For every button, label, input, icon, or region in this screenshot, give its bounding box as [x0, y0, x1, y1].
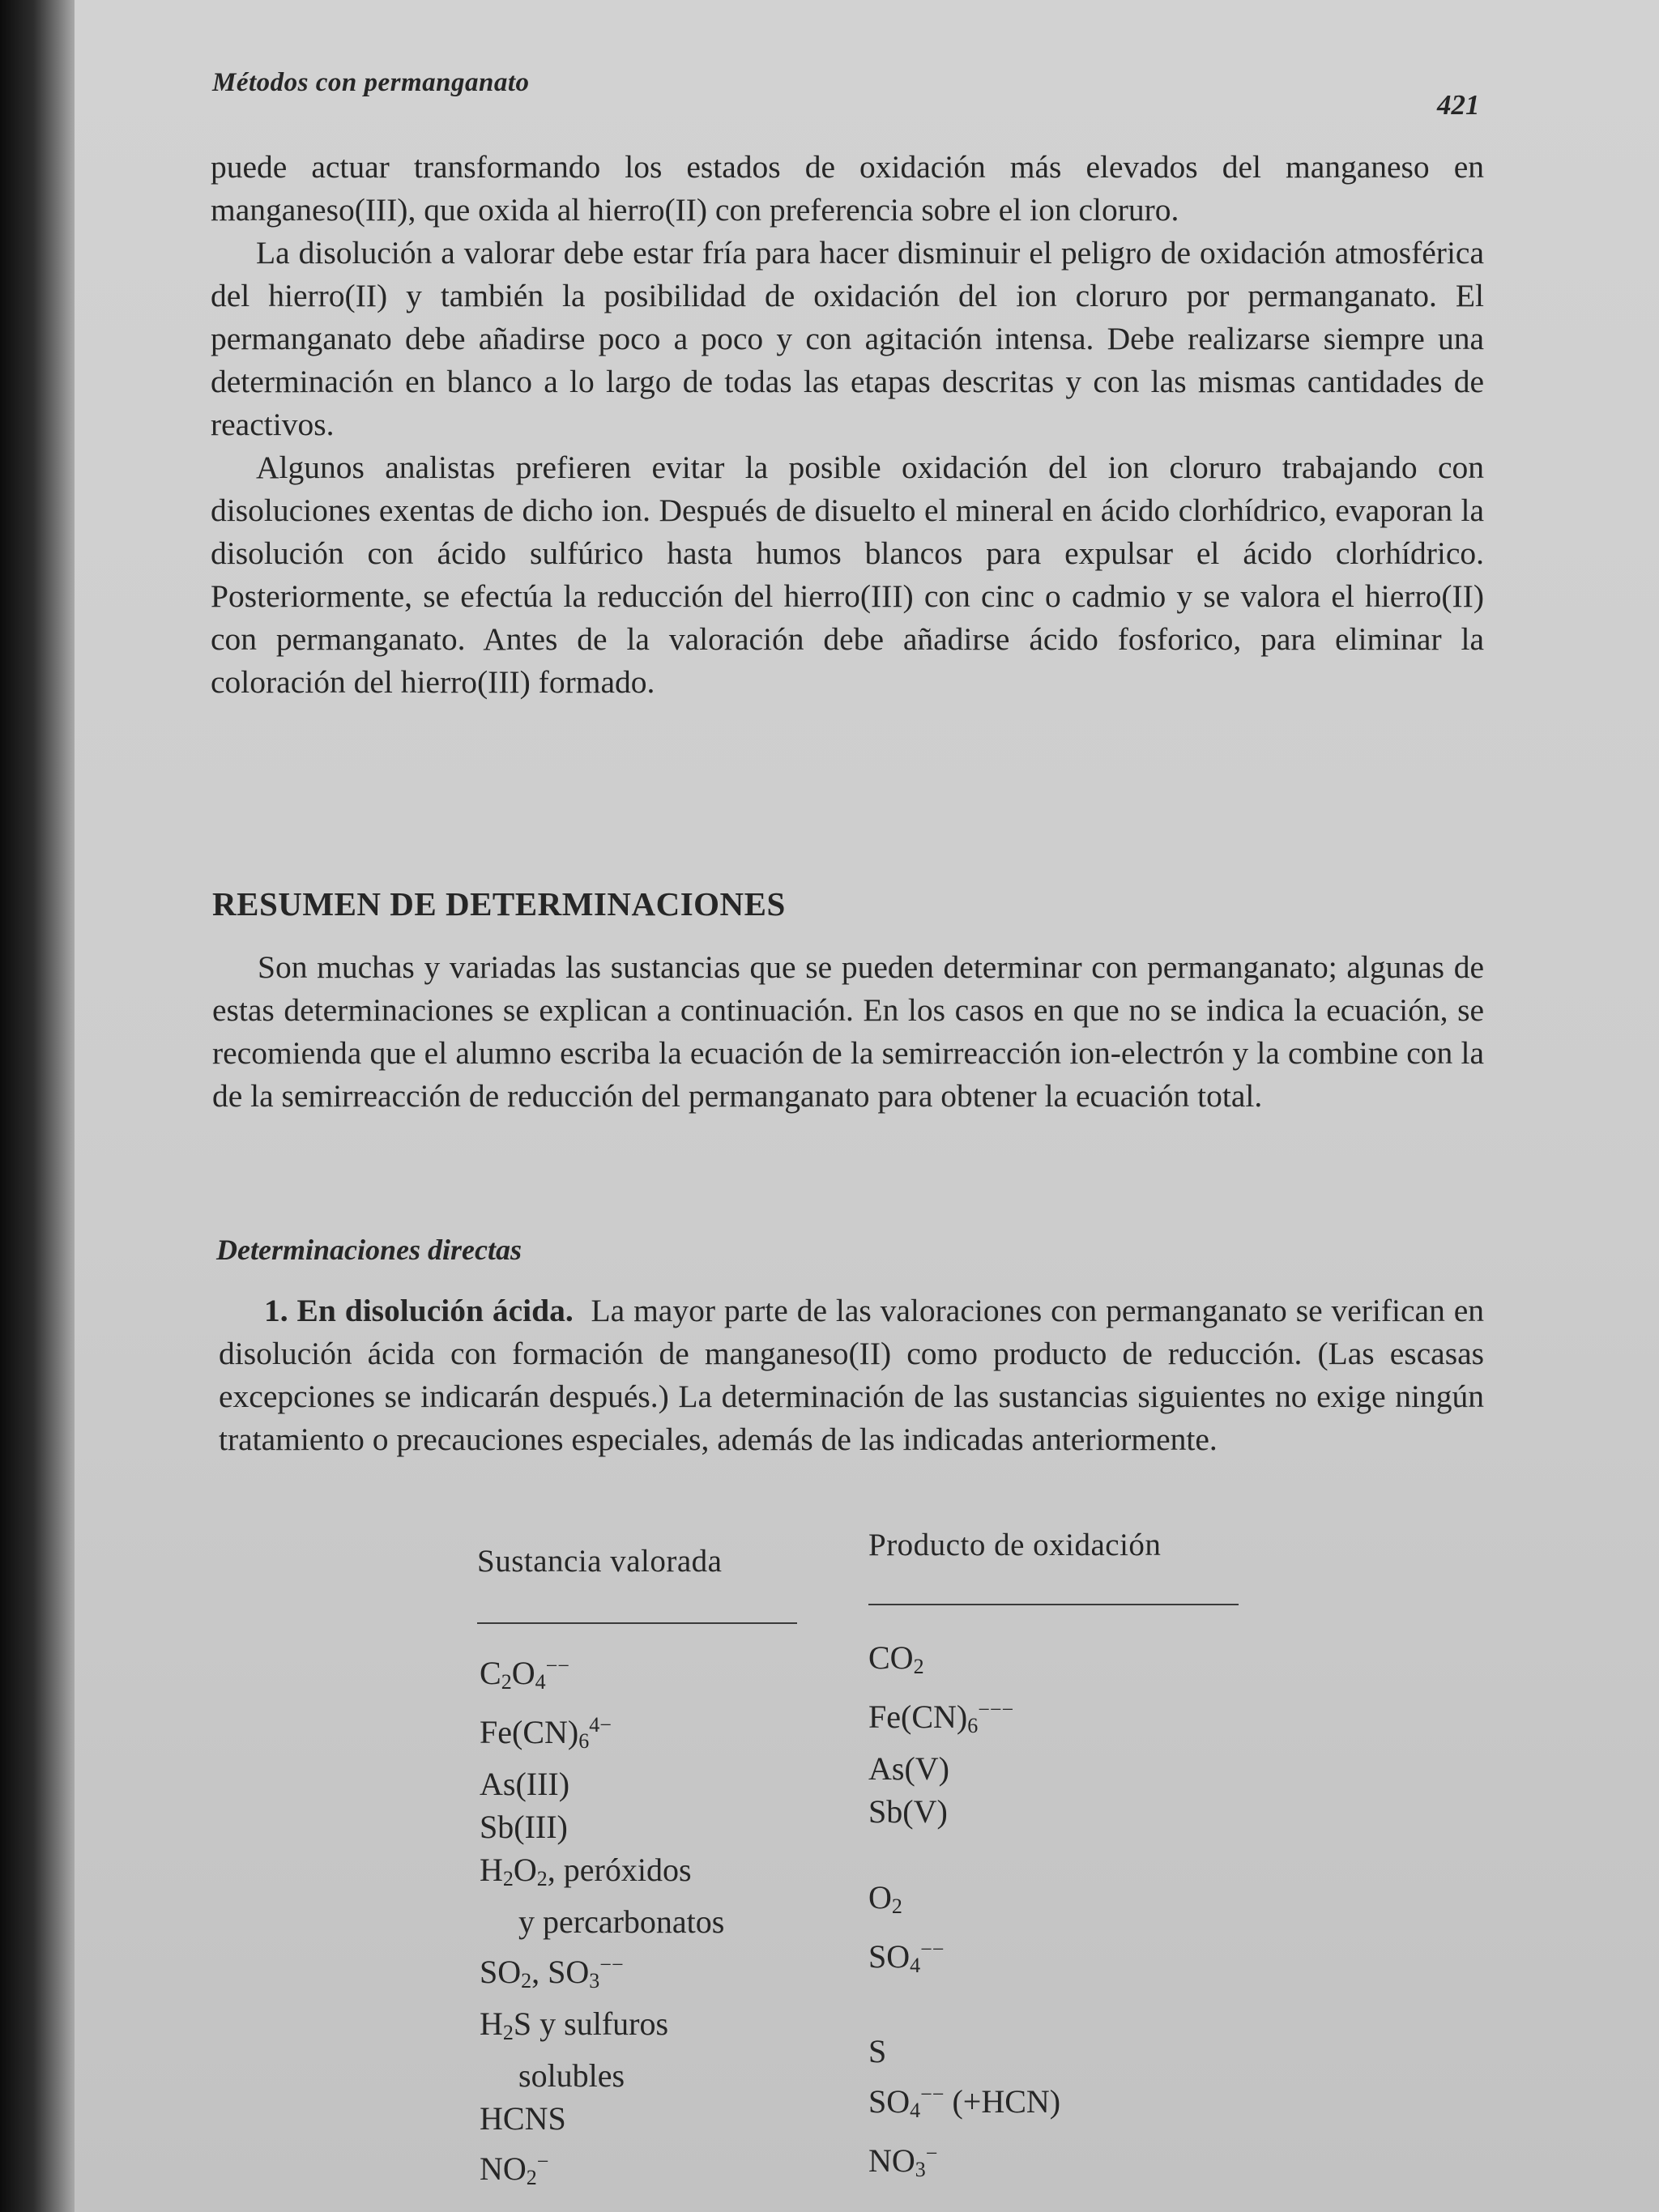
paragraph: Algunos analistas prefieren evitar la posible oxidación del ion cloruro trabajando con disoluciones exentas de dicho ion. Después de disuelto el mineral en ácido clorhídrico, evaporan la disolución con ácido sulfúrico hasta humos blancos para expulsar el ácido clorhídrico. Posteriormente, se efectúa la reducción del hierro(III) con cinc o cadmio y se valora el hierro(II) con permanganato. Antes de la valoración debe añadirse ácido fosforico, para eliminar la coloración del hierro(III) formado.: [211, 450, 1484, 700]
item-1-text: [219, 1289, 1484, 1461]
substance-cell: $Fe(CN)_6^{4-}$: [480, 1713, 612, 1753]
substance-column: [480, 1644, 724, 2199]
product-cell: $NO_3^-$: [868, 2142, 938, 2181]
paragraph: Son muchas y variadas las sustancias que se pueden determinar con permanganato; algunas de estas determinaciones se explican a continuación. En los casos en que no se indica la ecuación, se recomienda que el alumno escriba la ecuación de la semirreacción ion-electrón y la combine con la de la semirreacción de reducción del permanganato para obtener la ecuación total.: [212, 949, 1484, 1114]
substance-cell: $H_2O_2$, peróxidos y percarbonatos: [480, 1852, 725, 1940]
product-cell: S: [868, 2033, 887, 2069]
column-header-substance: Sustancia valorada: [477, 1544, 723, 1579]
subsection-heading: Determinaciones directas: [216, 1234, 522, 1266]
substance-cell: As(III): [480, 1766, 570, 1802]
running-title: Métodos con permanganato: [212, 68, 530, 97]
product-cell: $O_2$: [868, 1879, 902, 1918]
substance-cell: HCNS: [480, 2100, 566, 2137]
book-spine-shadow: [0, 0, 75, 2212]
product-cell: $SO_4^{--}$: [868, 1937, 945, 1977]
substance-cell: $H_2S$ y sulfuros solubles: [480, 2005, 669, 2094]
column-rule: [477, 1622, 797, 1624]
product-cell: $CO_2$: [868, 1639, 924, 1678]
substance-cell: Sb(III): [480, 1809, 568, 1845]
column-header-product: Producto de oxidación: [868, 1528, 1162, 1562]
row-spacer: [868, 1987, 1060, 2030]
paragraph: [219, 1289, 1484, 1461]
substance-cell: $SO_2$, $SO_3^{--}$: [480, 1953, 624, 1993]
paragraph: La disolución a valorar debe estar fría para hacer disminuir el peligro de oxidación atmosférica del hierro(II) y también la posibilidad de oxidación del ion cloruro por permanganato. El permanganato debe añadirse poco a poco y con agitación intensa. Debe realizarse siempre una determinación en blanco a lo largo de todas las etapas descritas y con las mismas cantidades de reactivos.: [211, 235, 1484, 442]
product-cell: Sb(V): [868, 1793, 948, 1830]
product-cell: $Fe(CN)_6^{---}$: [868, 1698, 1014, 1737]
row-spacer: [868, 1833, 1060, 1876]
product-column: [868, 1636, 1060, 2191]
summary-text: [212, 946, 1484, 1118]
substance-cell: $NO_2^-$: [480, 2150, 549, 2189]
book-page: [75, 0, 1659, 2212]
page-number: 421: [1437, 89, 1480, 121]
product-cell: $SO_4^{--}$ (+HCN): [868, 2082, 1061, 2122]
column-rule: [868, 1604, 1239, 1605]
paragraph: puede actuar transformando los estados de oxidación más elevados del manganeso en manganeso(III), que oxida al hierro(II) con preferencia sobre el ion cloruro.: [211, 149, 1484, 228]
substance-cell: $C_2O_4^{--}$: [480, 1654, 569, 1694]
item-body: La mayor parte de las valoraciones con permanganato se verifican en disolución ácida con formación de manganeso(II) como producto de reducción. (Las escasas excepciones se indicarán después.) La determinación de las sustancias siguientes no exige ningún tratamiento o precauciones especiales, además de las indicadas anteriormente.: [219, 1293, 1485, 1457]
item-number: 1.: [264, 1293, 288, 1328]
product-cell: As(V): [868, 1750, 949, 1787]
intro-text: [211, 146, 1484, 704]
item-title: En disolución ácida.: [296, 1293, 574, 1328]
section-heading: RESUMEN DE DETERMINACIONES: [212, 885, 786, 923]
